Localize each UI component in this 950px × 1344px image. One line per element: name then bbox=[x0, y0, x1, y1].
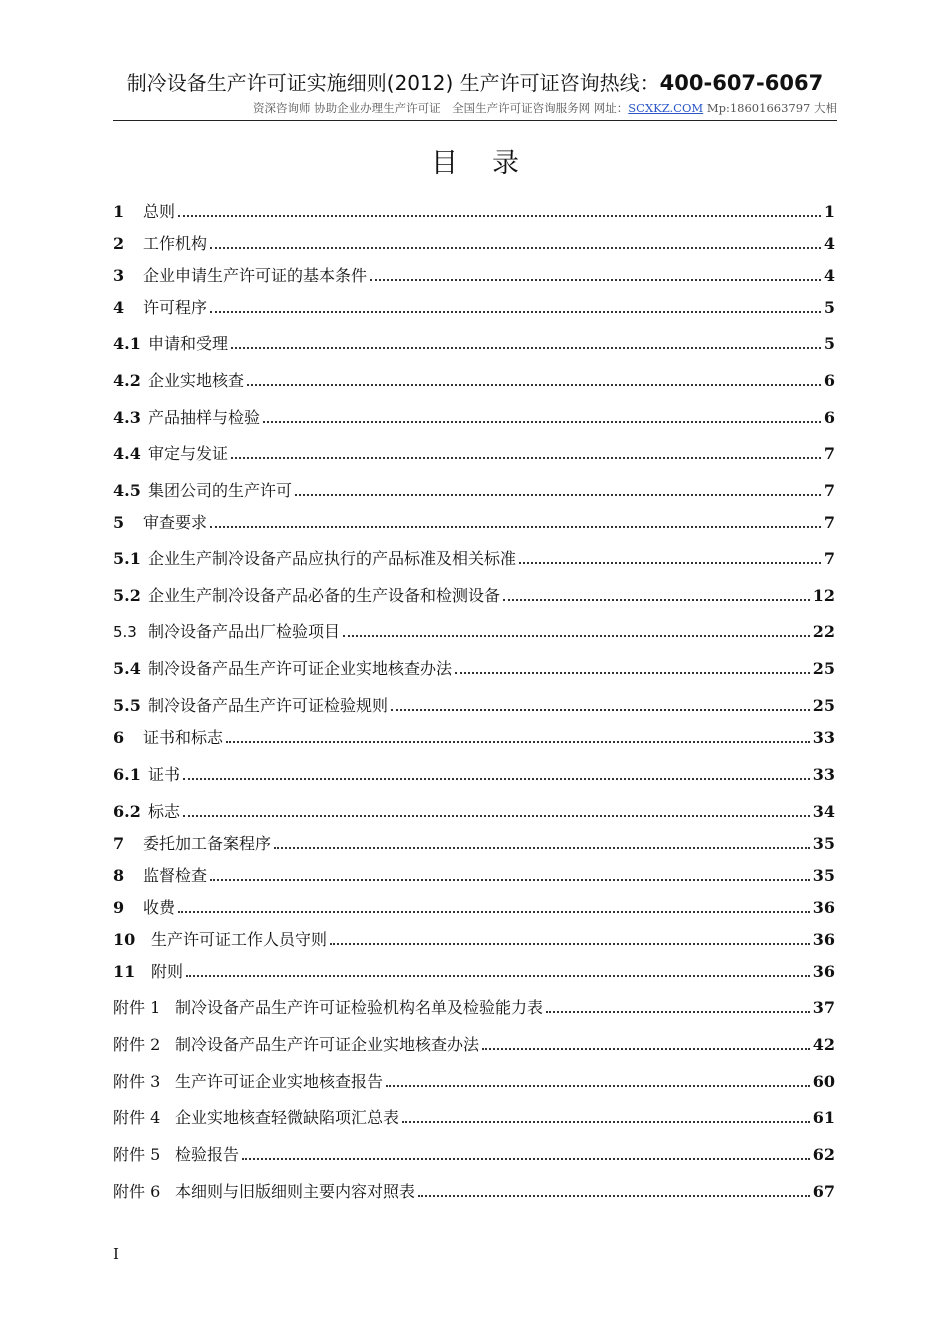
toc-entry-title: 企业生产制冷设备产品应执行的产品标准及相关标准 bbox=[148, 549, 517, 568]
toc-entry[interactable] bbox=[113, 995, 835, 1019]
toc-leader-dots bbox=[343, 635, 810, 637]
toc-entry-title: 申请和受理 bbox=[148, 334, 229, 353]
toc-entry[interactable] bbox=[113, 441, 835, 465]
toc-entry-number: 7 bbox=[113, 834, 125, 853]
toc-entry-page: 62 bbox=[812, 1145, 835, 1164]
toc-entry-page: 34 bbox=[812, 802, 835, 821]
toc-entry-number: 4.2 bbox=[113, 371, 141, 390]
toc-leader-dots bbox=[391, 709, 810, 711]
toc-entry-title: 总则 bbox=[143, 202, 176, 221]
toc-entry[interactable] bbox=[113, 725, 835, 749]
toc-entry-title: 企业实地核查轻微缺陷项汇总表 bbox=[175, 1108, 400, 1127]
toc-leader-dots bbox=[519, 562, 821, 564]
toc-entry-number: 6.2 bbox=[113, 802, 141, 821]
toc-entry-title: 生产许可证企业实地核查报告 bbox=[175, 1072, 384, 1091]
toc-entry[interactable] bbox=[113, 1069, 835, 1093]
header-title-text: 制冷设备生产许可证实施细则(2012) 生产许可证咨询热线： bbox=[126, 71, 660, 95]
toc-entry-title: 制冷设备产品生产许可证企业实地核查办法 bbox=[175, 1035, 480, 1054]
toc-leader-dots bbox=[386, 1085, 810, 1087]
toc-entry[interactable] bbox=[113, 295, 835, 319]
toc-leader-dots bbox=[183, 778, 810, 780]
toc-entry-page: 12 bbox=[812, 586, 835, 605]
toc-leader-dots bbox=[482, 1048, 810, 1050]
toc-entry[interactable] bbox=[113, 405, 835, 429]
toc-entry-number: 附件 2 bbox=[113, 1035, 161, 1054]
toc-entry-title: 制冷设备产品生产许可证企业实地核查办法 bbox=[148, 659, 453, 678]
toc-entry-page: 7 bbox=[823, 513, 835, 532]
toc-entry-number: 附件 4 bbox=[113, 1108, 161, 1127]
toc-leader-dots bbox=[178, 215, 821, 217]
toc-entry-number: 11 bbox=[113, 962, 136, 981]
toc-entry-number: 5.1 bbox=[113, 549, 141, 568]
toc-entry-page: 35 bbox=[812, 834, 835, 853]
toc-entry-number: 附件 3 bbox=[113, 1072, 161, 1091]
toc-entry-title: 审定与发证 bbox=[148, 444, 229, 463]
toc-entry[interactable] bbox=[113, 762, 835, 786]
toc-entry-number: 2 bbox=[113, 234, 125, 253]
toc-entry-page: 67 bbox=[812, 1182, 835, 1201]
toc-leader-dots bbox=[231, 457, 821, 459]
toc-entry-page: 36 bbox=[812, 962, 835, 981]
header-subtitle-suffix: Mp:18601663797 大相 bbox=[703, 101, 837, 115]
toc-entry-title: 委托加工备案程序 bbox=[143, 834, 272, 853]
toc-title: 目录 bbox=[431, 148, 553, 179]
toc-entry-page: 36 bbox=[812, 930, 835, 949]
toc-entry-page: 4 bbox=[823, 266, 835, 285]
toc-entry-number: 5.2 bbox=[113, 586, 141, 605]
toc-entry-title: 收费 bbox=[143, 898, 176, 917]
toc-entry-number: 4.3 bbox=[113, 408, 141, 427]
toc-entry-page: 5 bbox=[823, 334, 835, 353]
toc-entry-title: 企业生产制冷设备产品必备的生产设备和检测设备 bbox=[148, 586, 501, 605]
toc-entry[interactable] bbox=[113, 1179, 835, 1203]
toc-entry[interactable] bbox=[113, 799, 835, 823]
toc-entry-page: 22 bbox=[812, 622, 835, 641]
toc-entry-page: 7 bbox=[823, 549, 835, 568]
toc-leader-dots bbox=[210, 247, 821, 249]
toc-entry-title: 制冷设备产品出厂检验项目 bbox=[148, 622, 341, 641]
toc-leader-dots bbox=[402, 1121, 810, 1123]
toc-leader-dots bbox=[330, 943, 810, 945]
toc-leader-dots bbox=[247, 384, 821, 386]
page-number: I bbox=[113, 1245, 119, 1263]
toc-entry-page: 1 bbox=[823, 202, 835, 221]
toc-leader-dots bbox=[186, 975, 810, 977]
toc-entry-number: 1 bbox=[113, 202, 125, 221]
toc-entry-title: 本细则与旧版细则主要内容对照表 bbox=[175, 1182, 416, 1201]
toc-entry[interactable] bbox=[113, 619, 835, 643]
toc-leader-dots bbox=[546, 1011, 810, 1013]
toc-leader-dots bbox=[418, 1195, 810, 1197]
toc-entry-page: 4 bbox=[823, 234, 835, 253]
toc-entry-page: 6 bbox=[823, 408, 835, 427]
toc-entry-title: 生产许可证工作人员守则 bbox=[151, 930, 328, 949]
toc-entry-title: 制冷设备产品生产许可证检验规则 bbox=[148, 696, 389, 715]
toc-entry[interactable] bbox=[113, 1032, 835, 1056]
header-subtitle-prefix: 资深咨询师 协助企业办理生产许可证 全国生产许可证咨询服务网 网址： bbox=[252, 101, 629, 115]
toc-entry-title: 证书 bbox=[148, 765, 181, 784]
toc-entry-number: 4.1 bbox=[113, 334, 141, 353]
toc-leader-dots bbox=[263, 421, 821, 423]
toc-entry-title: 审查要求 bbox=[143, 513, 208, 532]
toc-entry-number: 6.1 bbox=[113, 765, 141, 784]
toc-entry-number: 4.4 bbox=[113, 444, 141, 463]
toc-entry-number: 5 bbox=[113, 513, 125, 532]
toc-entry-number: 8 bbox=[113, 866, 125, 885]
toc-entry-title: 制冷设备产品生产许可证检验机构名单及检验能力表 bbox=[175, 998, 544, 1017]
toc-leader-dots bbox=[242, 1158, 810, 1160]
toc-entry[interactable] bbox=[113, 831, 835, 855]
toc-entry-title: 集团公司的生产许可 bbox=[148, 481, 293, 500]
toc-entry[interactable] bbox=[113, 1105, 835, 1129]
toc-entry-number: 10 bbox=[113, 930, 136, 949]
toc-entry-number: 6 bbox=[113, 728, 125, 747]
table-of-contents bbox=[113, 0, 835, 1240]
toc-entry-page: 37 bbox=[812, 998, 835, 1017]
toc-entry-title: 产品抽样与检验 bbox=[148, 408, 261, 427]
toc-entry[interactable] bbox=[113, 331, 835, 355]
toc-leader-dots bbox=[503, 599, 810, 601]
toc-leader-dots bbox=[210, 311, 821, 313]
toc-entry-number: 4 bbox=[113, 298, 125, 317]
toc-leader-dots bbox=[370, 279, 821, 281]
toc-leader-dots bbox=[226, 741, 810, 743]
toc-entry-number: 3 bbox=[113, 266, 125, 285]
toc-entry-title: 企业申请生产许可证的基本条件 bbox=[143, 266, 368, 285]
toc-entry[interactable] bbox=[113, 863, 835, 887]
toc-entry[interactable] bbox=[113, 693, 835, 717]
toc-entry-title: 标志 bbox=[148, 802, 181, 821]
toc-entry[interactable] bbox=[113, 368, 835, 392]
toc-entry-page: 33 bbox=[812, 765, 835, 784]
toc-leader-dots bbox=[178, 911, 810, 913]
toc-entry[interactable] bbox=[113, 231, 835, 255]
toc-entry-number: 5.3 bbox=[113, 623, 137, 641]
toc-leader-dots bbox=[183, 815, 810, 817]
toc-entry-title: 许可程序 bbox=[143, 298, 208, 317]
toc-entry-title: 企业实地核查 bbox=[148, 371, 245, 390]
toc-entry-page: 61 bbox=[812, 1108, 835, 1127]
toc-entry-page: 5 bbox=[823, 298, 835, 317]
toc-entry-page: 7 bbox=[823, 481, 835, 500]
toc-entry-page: 25 bbox=[812, 696, 835, 715]
toc-entry[interactable] bbox=[113, 895, 835, 919]
toc-entry[interactable] bbox=[113, 927, 835, 951]
toc-leader-dots bbox=[210, 879, 810, 881]
toc-leader-dots bbox=[231, 347, 821, 349]
toc-entry[interactable] bbox=[113, 546, 835, 570]
toc-entry[interactable] bbox=[113, 583, 835, 607]
toc-entry-number: 附件 6 bbox=[113, 1182, 161, 1201]
toc-entry-number: 5.5 bbox=[113, 696, 141, 715]
toc-leader-dots bbox=[210, 526, 821, 528]
toc-leader-dots bbox=[295, 494, 821, 496]
toc-entry-page: 25 bbox=[812, 659, 835, 678]
toc-entry[interactable] bbox=[113, 510, 835, 534]
toc-entry-page: 35 bbox=[812, 866, 835, 885]
toc-entry-page: 33 bbox=[812, 728, 835, 747]
toc-entry-title: 监督检查 bbox=[143, 866, 208, 885]
toc-entry[interactable] bbox=[113, 478, 835, 502]
toc-leader-dots bbox=[455, 672, 810, 674]
toc-entry-page: 7 bbox=[823, 444, 835, 463]
website-link[interactable]: SCXKZ.COM bbox=[628, 101, 704, 115]
hotline-number: 400-607-6067 bbox=[659, 71, 824, 95]
toc-entry-page: 42 bbox=[812, 1035, 835, 1054]
toc-entry-page: 36 bbox=[812, 898, 835, 917]
toc-entry[interactable] bbox=[113, 1142, 835, 1166]
toc-entry-number: 附件 5 bbox=[113, 1145, 161, 1164]
toc-entry-title: 检验报告 bbox=[175, 1145, 240, 1164]
toc-entry-number: 4.5 bbox=[113, 481, 141, 500]
toc-entry-number: 9 bbox=[113, 898, 125, 917]
toc-entry-number: 附件 1 bbox=[113, 998, 161, 1017]
toc-entry[interactable] bbox=[113, 199, 835, 223]
toc-leader-dots bbox=[274, 847, 810, 849]
toc-entry-page: 6 bbox=[823, 371, 835, 390]
toc-entry-title: 证书和标志 bbox=[143, 728, 224, 747]
toc-entry[interactable] bbox=[113, 959, 835, 983]
toc-entry-title: 附则 bbox=[151, 962, 184, 981]
toc-entry-page: 60 bbox=[812, 1072, 835, 1091]
toc-entry-number: 5.4 bbox=[113, 659, 141, 678]
toc-entry[interactable] bbox=[113, 656, 835, 680]
toc-entry-title: 工作机构 bbox=[143, 234, 208, 253]
toc-entry[interactable] bbox=[113, 263, 835, 287]
